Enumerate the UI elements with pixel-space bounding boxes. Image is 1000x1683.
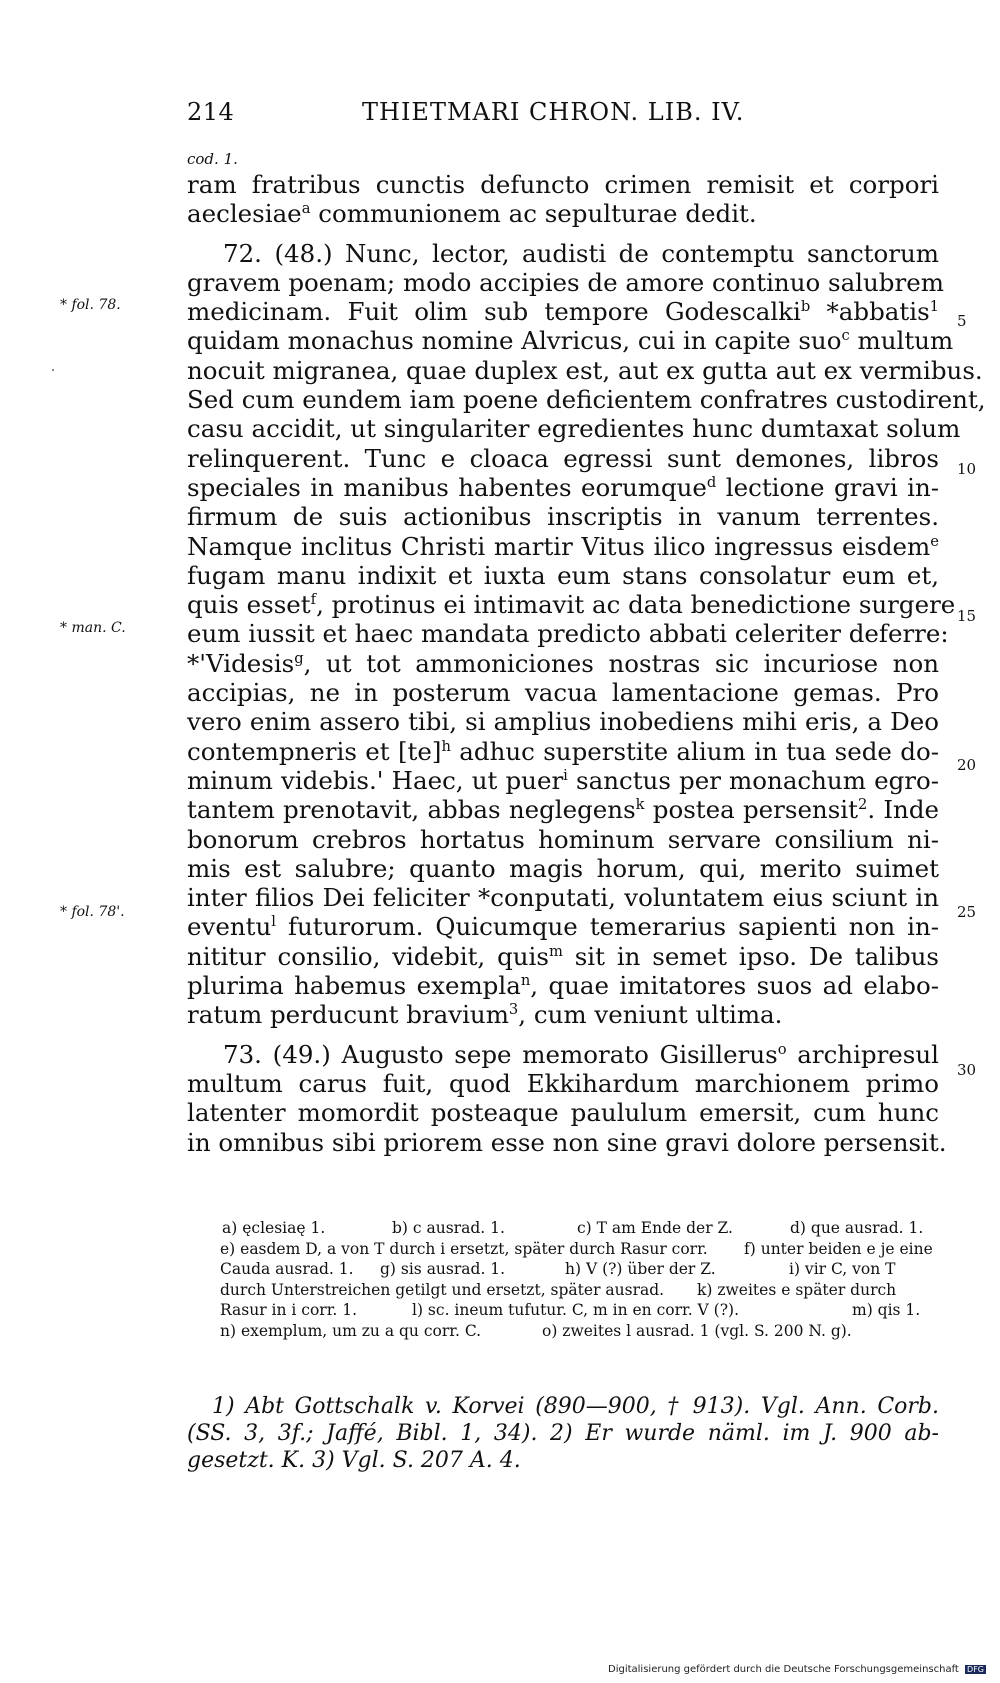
line-number-10: 10 [957,460,977,478]
text-line: latenter momordit posteaque paululum emersit, cum hunc [187,1098,939,1128]
footnote-line: (SS. 3, 3f.; Jaffé, Bibl. 1, 34). 2) Er wurde näml. im J. 900 ab- [187,1421,939,1446]
text-line: quidam monachus nomine Alvricus, cui in capite suo$^c$ multum [187,326,954,356]
text-line: eventu$^l$ futurorum. Quicumque temerarius sapienti non in- [187,912,939,942]
apparatus-note: h) V (?) über der Z. [565,1260,716,1279]
apparatus-note: e) easdem D, a von T durch i ersetzt, später durch Rasur corr. [220,1239,708,1258]
text-line: vero enim assero tibi, si amplius inobediens mihi eris, a Deo [187,707,939,737]
apparatus-note: m) qis 1. [852,1301,921,1320]
text-line: 72. (48.) Nunc, lector, audisti de contemptu sanctorum [223,238,939,268]
text-line: bonorum crebros hortatus hominum servare consilium ni- [187,824,939,854]
text-line: ram fratribus cunctis defuncto crimen remisit et corpori [187,170,939,199]
margin-note-fol78v: * fol. 78'. [60,904,125,920]
text-line: mis est salubre; quanto magis horum, qui, merito suimet [187,853,939,883]
text-line: nititur consilio, videbit, quis$^m$ sit in semet ipso. De talibus [187,941,939,971]
footnotes [187,1393,939,1474]
apparatus-note: b) c ausrad. 1. [392,1219,505,1237]
apparatus-note: c) T am Ende der Z. [577,1219,733,1237]
text-line: gravem poenam; modo accipies de amore continuo salubrem [187,267,944,297]
apparatus-note: durch Unterstreichen getilgt und ersetzt, später ausrad. [220,1280,665,1299]
text-line: quis esset$^f$, protinus ei intimavit ac data benedictione surgere [187,590,956,620]
cod-marker: cod. 1. [187,150,238,168]
apparatus-note: l) sc. ineum tufutur. C, m in en corr. V (?). [412,1301,740,1320]
apparatus-note: k) zweites e später durch [697,1280,897,1299]
text-line: *'Videsis$^g$, ut tot ammoniciones nostras sic incuriose non [187,648,939,678]
text-line: aeclesiae$^a$ communionem ac sepulturae dedit. [187,199,757,229]
apparatus-note: o) zweites l ausrad. 1 (vgl. S. 200 N. g). [542,1322,852,1340]
apparatus-note: Rasur in i corr. 1. [220,1301,358,1320]
line-number-20: 20 [957,756,977,774]
text-line: nocuit migranea, quae duplex est, aut ex gutta aut ex vermibus. [187,355,983,385]
text-line: ratum perducunt bravium$^3$, cum veniunt ultima. [187,1000,783,1030]
margin-note-man-c: * man. C. [60,620,126,636]
text-line: speciales in manibus habentes eorumque$^d$ lectione gravi in- [187,472,940,502]
text-line: in omnibus sibi priorem esse non sine gravi dolore persensit. [187,1127,947,1157]
digitization-credit [608,1664,986,1675]
text-line: minum videbis.' Haec, ut puer$^i$ sanctus per monachum egro- [187,765,939,795]
footnote-line: gesetzt. K. 3) Vgl. S. 207 A. 4. [187,1448,521,1473]
text-line: contempneris et [te]$^h$ adhuc superstite alium in tua sede do- [187,736,939,766]
text-line: plurima habemus exempla$^n$, quae imitatores suos ad elabo- [187,971,939,1001]
text-line: casu accidit, ut singulariter egredientes hunc dumtaxat solum [187,414,961,444]
apparatus-note: g) sis ausrad. 1. [380,1260,506,1279]
apparatus-note: a) ęclesiaę 1. [222,1219,326,1237]
text-line: inter filios Dei feliciter *conputati, voluntatem eius sciunt in [187,883,939,913]
line-number-25: 25 [957,903,977,921]
text-line: Namque inclitus Christi martir Vitus ilico ingressus eisdem$^e$ [187,531,939,561]
text-line: relinquerent. Tunc e cloaca egressi sunt demones, libros [187,443,939,473]
text-line: multum carus fuit, quod Ekkihardum marchionem primo [187,1068,939,1098]
apparatus-note: n) exemplum, um zu a qu corr. C. [220,1322,482,1340]
page-number: 214 [187,98,235,126]
dfg-logo: DFG [967,1665,984,1674]
text-line: Sed cum eundem iam poene deficientem confratres custodirent, [187,385,986,415]
apparatus-note: Cauda ausrad. 1. [220,1260,354,1279]
text-line: fugam manu indixit et iuxta eum stans consolatur eum et, [187,560,939,590]
margin-note-fol78: * fol. 78. [60,297,121,313]
credit-text: Digitalisierung gefördert durch die Deutsche Forschungsgemeinschaft [608,1664,959,1675]
text-line: medicinam. Fuit olim sub tempore Godescalki$^b$ *abbatis$^1$ [187,297,939,327]
apparatus-note: i) vir C, von T [789,1260,896,1279]
text-line: accipias, ne in posterum vacua lamentacione gemas. Pro [187,678,939,708]
footnote-line: 1) Abt Gottschalk v. Korvei (890—900, † 913). Vgl. Ann. Corb. [212,1394,939,1419]
text-line: 73. (49.) Augusto sepe memorato Gisillerus$^o$ archipresul [223,1039,939,1069]
scan-speck [52,369,54,371]
apparatus-note: f) unter beiden e je eine [744,1239,933,1258]
line-number-30: 30 [957,1061,977,1079]
line-number-5: 5 [957,312,967,330]
text-line: firmum de suis actionibus inscriptis in vanum terrentes. [187,502,939,532]
text-line: tantem prenotavit, abbas neglegens$^k$ postea persensit$^2$. Inde [187,795,939,825]
line-number-15: 15 [957,607,977,625]
running-title: THIETMARI CHRON. LIB. IV. [362,98,745,126]
text-line: eum iussit et haec mandata predicto abbati celeriter deferre: [187,619,949,649]
apparatus-note: d) que ausrad. 1. [790,1219,924,1237]
